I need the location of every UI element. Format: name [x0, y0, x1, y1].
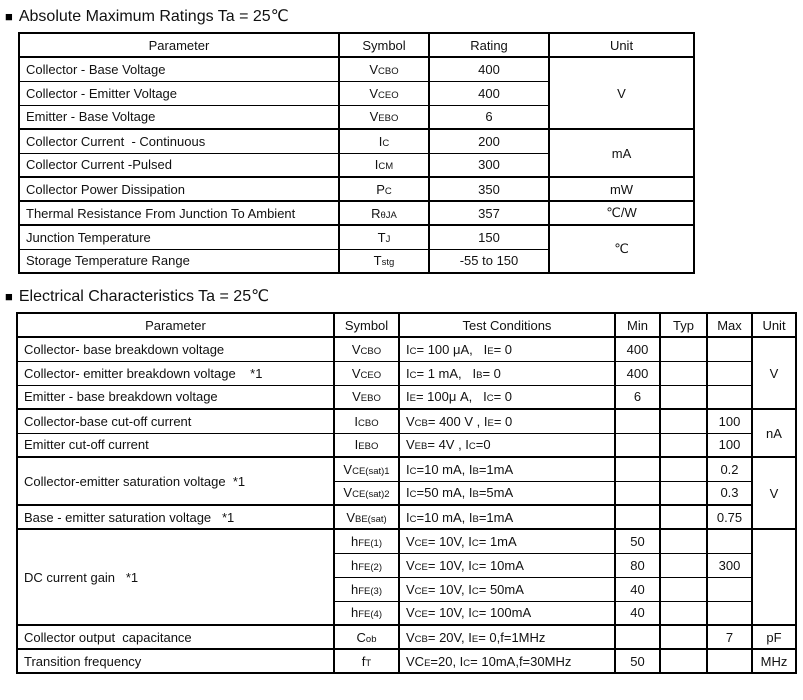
- symbol-cell: [334, 625, 399, 649]
- parameter-cell: Collector - Emitter Voltage: [19, 81, 339, 105]
- subscript-text: C: [486, 393, 494, 405]
- parameter-cell: Collector- emitter breakdown voltage *1: [17, 361, 334, 385]
- section-title-text: Electrical Characteristics Ta = 25℃: [18, 288, 270, 305]
- subscript-text: C: [471, 609, 479, 621]
- text: = 0: [493, 341, 513, 357]
- text: V: [406, 581, 415, 597]
- rating-cell: 200: [429, 129, 549, 153]
- subscript-text: CB: [414, 633, 428, 645]
- max-cell: [707, 577, 752, 601]
- test-conditions-cell: [399, 601, 615, 625]
- column-header-symbol: Symbol: [334, 313, 399, 337]
- text: R: [371, 205, 381, 221]
- subscript-text: C: [409, 369, 417, 381]
- min-cell: [615, 433, 660, 457]
- column-header-max: Max: [707, 313, 752, 337]
- symbol-cell: [334, 385, 399, 409]
- typ-cell: [660, 385, 707, 409]
- min-cell: [615, 457, 660, 481]
- symbol-cell: [339, 81, 429, 105]
- typ-cell: [660, 457, 707, 481]
- column-header-test-conditions: Test Conditions: [399, 313, 615, 337]
- rating-cell: 300: [429, 153, 549, 177]
- test-conditions-cell: [399, 361, 615, 385]
- text: = 10mA,f=30MHz: [470, 653, 572, 669]
- max-cell: 100: [707, 433, 752, 457]
- text: h: [351, 581, 359, 597]
- parameter-cell: Collector Current - Continuous: [19, 129, 339, 153]
- table-header-row: [17, 313, 796, 337]
- table-header-row: [19, 33, 694, 57]
- subscript-text: B: [472, 513, 479, 525]
- subscript-text: EB: [414, 441, 428, 453]
- subscript-text: B: [476, 369, 483, 381]
- min-cell: 80: [615, 553, 660, 577]
- parameter-cell: Base - emitter saturation voltage *1: [17, 505, 334, 529]
- table-row: [17, 385, 796, 409]
- subscript-text: CEO: [378, 89, 399, 101]
- text: V: [369, 109, 379, 125]
- symbol-cell: [339, 249, 429, 273]
- rating-cell: 400: [429, 57, 549, 81]
- subscript-text: E: [471, 633, 479, 645]
- parameter-cell: Transition frequency: [17, 649, 334, 673]
- parameter-cell: Collector-base cut-off current: [17, 409, 334, 433]
- typ-cell: [660, 553, 707, 577]
- typ-cell: [660, 409, 707, 433]
- text: V: [351, 365, 361, 381]
- subscript-text: C: [471, 561, 479, 573]
- text: =1mA: [478, 509, 514, 525]
- typ-cell: [660, 649, 707, 673]
- parameter-cell: Junction Temperature: [19, 225, 339, 249]
- test-conditions-cell: [399, 385, 615, 409]
- table-row: [19, 177, 694, 201]
- symbol-cell: [339, 129, 429, 153]
- max-cell: [707, 385, 752, 409]
- unit-cell: V: [752, 457, 796, 529]
- max-cell: 0.3: [707, 481, 752, 505]
- test-conditions-cell: [399, 457, 615, 481]
- table-row: [17, 457, 796, 481]
- subscript-text: C: [463, 657, 471, 669]
- max-cell: [707, 337, 752, 361]
- typ-cell: [660, 361, 707, 385]
- text: =10 mA, I: [416, 509, 473, 525]
- text: f: [361, 653, 366, 669]
- rating-cell: 350: [429, 177, 549, 201]
- unit-cell: MHz: [752, 649, 796, 673]
- subscript-text: T: [365, 657, 372, 669]
- table-row: [19, 201, 694, 225]
- symbol-cell: [334, 649, 399, 673]
- subscript-text: C: [471, 585, 479, 597]
- subscript-text: CE: [414, 609, 428, 621]
- rating-cell: -55 to 150: [429, 249, 549, 273]
- text: = 0: [493, 389, 513, 405]
- subscript-text: C: [382, 137, 390, 149]
- symbol-cell: [334, 553, 399, 577]
- subscript-text: C: [468, 441, 476, 453]
- test-conditions-cell: [399, 625, 615, 649]
- max-cell: [707, 649, 752, 673]
- text: =20, I: [430, 653, 464, 669]
- min-cell: [615, 481, 660, 505]
- min-cell: [615, 409, 660, 433]
- subscript-text: CBO: [358, 417, 379, 429]
- text: V: [406, 533, 415, 549]
- test-conditions-cell: [399, 577, 615, 601]
- table-row: [19, 57, 694, 81]
- subscript-text: FE(4): [358, 609, 382, 621]
- text: =50 mA, I: [416, 485, 473, 501]
- symbol-cell: [334, 529, 399, 553]
- parameter-cell: Collector-emitter saturation voltage *1: [17, 457, 334, 505]
- text: =10 mA, I: [416, 461, 473, 477]
- text: I: [378, 133, 383, 149]
- subscript-text: FE(1): [358, 537, 382, 549]
- typ-cell: [660, 481, 707, 505]
- table-row: [19, 129, 694, 153]
- text: V: [343, 485, 353, 501]
- square-bullet-icon: ■: [5, 8, 13, 24]
- text: V: [343, 461, 353, 477]
- test-conditions-cell: [399, 337, 615, 361]
- typ-cell: [660, 577, 707, 601]
- column-header-symbol: Symbol: [339, 33, 429, 57]
- test-conditions-cell: [399, 649, 615, 673]
- symbol-cell: [339, 177, 429, 201]
- test-conditions-cell: [399, 553, 615, 577]
- parameter-cell: Emitter - Base Voltage: [19, 105, 339, 129]
- min-cell: 50: [615, 649, 660, 673]
- text: I: [406, 341, 410, 357]
- typ-cell: [660, 337, 707, 361]
- section-title-text: Absolute Maximum Ratings Ta = 25℃: [18, 8, 289, 25]
- section-title-absolute-maximum-ratings: [5, 6, 803, 26]
- subscript-text: EBO: [378, 113, 399, 125]
- subscript-text: C: [409, 489, 417, 501]
- table-row: [17, 433, 796, 457]
- text: V: [406, 629, 415, 645]
- symbol-cell: [339, 105, 429, 129]
- text: h: [351, 533, 359, 549]
- subscript-text: stg: [381, 257, 395, 269]
- typ-cell: [660, 433, 707, 457]
- symbol-cell: [334, 601, 399, 625]
- test-conditions-cell: [399, 409, 615, 433]
- parameter-cell: DC current gain *1: [17, 529, 334, 625]
- typ-cell: [660, 601, 707, 625]
- parameter-cell: Collector Power Dissipation: [19, 177, 339, 201]
- symbol-cell: [339, 201, 429, 225]
- min-cell: 50: [615, 529, 660, 553]
- text: V: [369, 85, 379, 101]
- text: = 10mA: [478, 557, 524, 573]
- subscript-text: C: [384, 185, 392, 197]
- symbol-cell: [339, 57, 429, 81]
- test-conditions-cell: [399, 529, 615, 553]
- symbol-cell: [334, 577, 399, 601]
- max-cell: [707, 361, 752, 385]
- text: I: [354, 437, 359, 453]
- parameter-cell: Collector - Base Voltage: [19, 57, 339, 81]
- unit-cell: ℃/W: [549, 201, 694, 225]
- subscript-text: FE(2): [358, 561, 382, 573]
- column-header-unit: Unit: [752, 313, 796, 337]
- text: I: [406, 461, 410, 477]
- subscript-text: EBO: [358, 441, 379, 453]
- text: h: [351, 605, 359, 621]
- parameter-cell: Collector output capacitance: [17, 625, 334, 649]
- table-row: [17, 625, 796, 649]
- symbol-cell: [334, 337, 399, 361]
- text: = 10V, I: [427, 557, 472, 573]
- text: = 0,f=1MHz: [478, 629, 546, 645]
- typ-cell: [660, 625, 707, 649]
- text: T: [373, 253, 382, 269]
- max-cell: 300: [707, 553, 752, 577]
- text: P: [376, 181, 385, 197]
- text: = 0: [482, 365, 501, 381]
- text: h: [351, 557, 359, 573]
- symbol-cell: [334, 457, 399, 481]
- parameter-cell: Collector Current -Pulsed: [19, 153, 339, 177]
- min-cell: 40: [615, 601, 660, 625]
- subscript-text: E: [409, 393, 416, 405]
- rating-cell: 6: [429, 105, 549, 129]
- test-conditions-cell: [399, 505, 615, 529]
- text: = 1 mA, I: [416, 365, 477, 381]
- table-row: [17, 337, 796, 361]
- text: = 10V, I: [427, 533, 472, 549]
- text: V: [351, 341, 361, 357]
- text: V: [406, 605, 415, 621]
- symbol-cell: [334, 361, 399, 385]
- electrical-characteristics-table: [16, 312, 797, 674]
- max-cell: [707, 601, 752, 625]
- text: = 10V, I: [427, 605, 472, 621]
- parameter-cell: Thermal Resistance From Junction To Ambient: [19, 201, 339, 225]
- unit-cell: ℃: [549, 225, 694, 273]
- table-row: [17, 409, 796, 433]
- table-row: [17, 361, 796, 385]
- subscript-text: CE: [414, 585, 428, 597]
- min-cell: 40: [615, 577, 660, 601]
- subscript-text: FE(3): [358, 585, 382, 597]
- unit-cell: V: [549, 57, 694, 129]
- unit-cell: [752, 529, 796, 625]
- max-cell: 0.75: [707, 505, 752, 529]
- square-bullet-icon: ■: [5, 288, 13, 304]
- text: = 50mA: [478, 581, 524, 597]
- subscript-text: ob: [365, 633, 377, 645]
- text: I: [406, 389, 410, 405]
- parameter-cell: Emitter - base breakdown voltage: [17, 385, 334, 409]
- table-row: [19, 225, 694, 249]
- column-header-min: Min: [615, 313, 660, 337]
- text: V: [406, 413, 415, 429]
- text: V: [406, 437, 415, 453]
- column-header-rating: Rating: [429, 33, 549, 57]
- text: =5mA: [478, 485, 514, 501]
- min-cell: [615, 505, 660, 529]
- subscript-text: BE(sat): [354, 513, 387, 525]
- rating-cell: 150: [429, 225, 549, 249]
- subscript-text: CE: [414, 561, 428, 573]
- unit-cell: mW: [549, 177, 694, 201]
- min-cell: 6: [615, 385, 660, 409]
- subscript-text: CM: [378, 161, 394, 173]
- text: V: [346, 509, 355, 525]
- subscript-text: EBO: [360, 393, 381, 405]
- subscript-text: CE: [414, 537, 428, 549]
- parameter-cell: Storage Temperature Range: [19, 249, 339, 273]
- max-cell: 100: [707, 409, 752, 433]
- test-conditions-cell: [399, 481, 615, 505]
- symbol-cell: [334, 481, 399, 505]
- text: = 1mA: [478, 533, 517, 549]
- text: = 20V, I: [427, 629, 472, 645]
- subscript-text: C: [409, 345, 417, 357]
- text: V: [406, 557, 415, 573]
- subscript-text: CE(sat)2: [352, 489, 390, 501]
- parameter-cell: Collector- base breakdown voltage: [17, 337, 334, 361]
- section-title-electrical-characteristics: [5, 286, 803, 306]
- subscript-text: CB: [414, 417, 428, 429]
- subscript-text: E: [487, 417, 494, 429]
- unit-cell: pF: [752, 625, 796, 649]
- symbol-cell: [339, 225, 429, 249]
- subscript-text: CBO: [378, 65, 399, 77]
- text: I: [354, 413, 359, 429]
- subscript-text: B: [472, 465, 479, 477]
- subscript-text: CEO: [360, 369, 382, 381]
- unit-cell: V: [752, 337, 796, 409]
- table-row: [17, 649, 796, 673]
- test-conditions-cell: [399, 433, 615, 457]
- subscript-text: θJA: [380, 209, 397, 221]
- subscript-text: C: [409, 465, 417, 477]
- subscript-text: J: [385, 233, 391, 245]
- text: V: [369, 61, 379, 77]
- symbol-cell: [334, 433, 399, 457]
- subscript-text: B: [472, 489, 479, 501]
- symbol-cell: [334, 505, 399, 529]
- subscript-text: E: [424, 657, 431, 669]
- column-header-unit: Unit: [549, 33, 694, 57]
- column-header-typ: Typ: [660, 313, 707, 337]
- min-cell: 400: [615, 337, 660, 361]
- max-cell: [707, 529, 752, 553]
- text: =0: [475, 437, 491, 453]
- parameter-cell: Emitter cut-off current: [17, 433, 334, 457]
- unit-cell: nA: [752, 409, 796, 457]
- subscript-text: C: [471, 537, 479, 549]
- subscript-text: E: [487, 345, 494, 357]
- text: = 100μ A, I: [415, 389, 487, 405]
- text: V: [352, 389, 361, 405]
- text: I: [406, 365, 410, 381]
- table-row: [17, 505, 796, 529]
- min-cell: [615, 625, 660, 649]
- text: = 10V, I: [427, 581, 472, 597]
- column-header-parameter: Parameter: [19, 33, 339, 57]
- subscript-text: C: [409, 513, 417, 525]
- text: I: [406, 509, 410, 525]
- table-row: [17, 529, 796, 553]
- text: T: [377, 229, 386, 245]
- text: =1mA: [478, 461, 514, 477]
- text: = 400 V , I: [427, 413, 488, 429]
- text: I: [406, 485, 410, 501]
- subscript-text: CBO: [360, 345, 382, 357]
- text: = 4V , I: [427, 437, 469, 453]
- symbol-cell: [334, 409, 399, 433]
- max-cell: 0.2: [707, 457, 752, 481]
- text: C: [356, 629, 366, 645]
- rating-cell: 357: [429, 201, 549, 225]
- rating-cell: 400: [429, 81, 549, 105]
- absolute-maximum-ratings-table: [18, 32, 695, 274]
- max-cell: 7: [707, 625, 752, 649]
- min-cell: 400: [615, 361, 660, 385]
- text: I: [374, 157, 379, 173]
- subscript-text: CE(sat)1: [352, 465, 390, 477]
- text: = 100mA: [478, 605, 532, 621]
- column-header-parameter: Parameter: [17, 313, 334, 337]
- symbol-cell: [339, 153, 429, 177]
- text: = 100 μA, I: [416, 341, 488, 357]
- text: = 0: [493, 413, 513, 429]
- unit-cell: mA: [549, 129, 694, 177]
- text: VC: [406, 653, 425, 669]
- typ-cell: [660, 505, 707, 529]
- typ-cell: [660, 529, 707, 553]
